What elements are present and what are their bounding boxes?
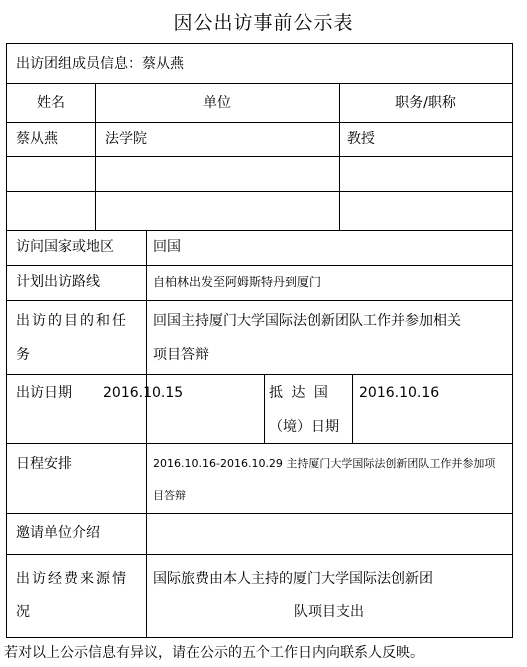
purpose-label-line2: 务 <box>16 347 30 363</box>
depart-date-label: 出访日期 <box>16 385 72 401</box>
member-name: 蔡从燕 <box>16 131 58 147</box>
funding-label-line2: 况 <box>16 604 30 620</box>
inviter-label: 邀请单位介绍 <box>16 525 100 541</box>
member-position: 教授 <box>347 131 375 147</box>
footer-note: 若对以上公示信息有异议，请在公示的五个工作日内向联系人反映。 <box>4 645 424 661</box>
purpose-value-line1: 回国主持厦门大学国际法创新团队工作并参加相关 <box>153 313 461 329</box>
route-value: 自柏林出发至阿姆斯特丹到厦门 <box>153 275 322 289</box>
members-header: 出访团组成员信息：蔡从燕 <box>16 56 184 72</box>
purpose-label-line1: 出访的目的和任 <box>16 313 128 329</box>
page-title: 因公出访事前公示表 <box>173 12 354 34</box>
schedule-label: 日程安排 <box>16 456 72 472</box>
funding-value-line2: 队项目支出 <box>294 604 364 620</box>
country-label: 访问国家或地区 <box>16 239 114 255</box>
route-label: 计划出访路线 <box>16 274 100 290</box>
arrive-date-label-line1: 抵 达 国 <box>269 385 330 401</box>
country-value: 回国 <box>153 239 181 255</box>
col-header-name: 姓名 <box>37 95 65 111</box>
depart-date-value: 2016.10.15 <box>103 385 184 401</box>
purpose-value-line2: 项目答辩 <box>153 347 209 363</box>
funding-label-line1: 出访经费来源情 <box>16 571 128 587</box>
arrive-date-value: 2016.10.16 <box>359 385 440 401</box>
schedule-value-line2: 目答辩 <box>153 489 186 502</box>
col-header-position: 职务/职称 <box>395 95 456 111</box>
member-unit: 法学院 <box>105 131 147 147</box>
funding-value-line1: 国际旅费由本人主持的厦门大学国际法创新团 <box>153 571 433 587</box>
disclosure-table <box>6 43 513 638</box>
arrive-date-label-line2: （境）日期 <box>269 419 339 435</box>
col-header-unit: 单位 <box>203 95 231 111</box>
schedule-value-line1: 2016.10.16-2016.10.29 主持厦门大学国际法创新团队工作并参加项 <box>153 457 496 470</box>
